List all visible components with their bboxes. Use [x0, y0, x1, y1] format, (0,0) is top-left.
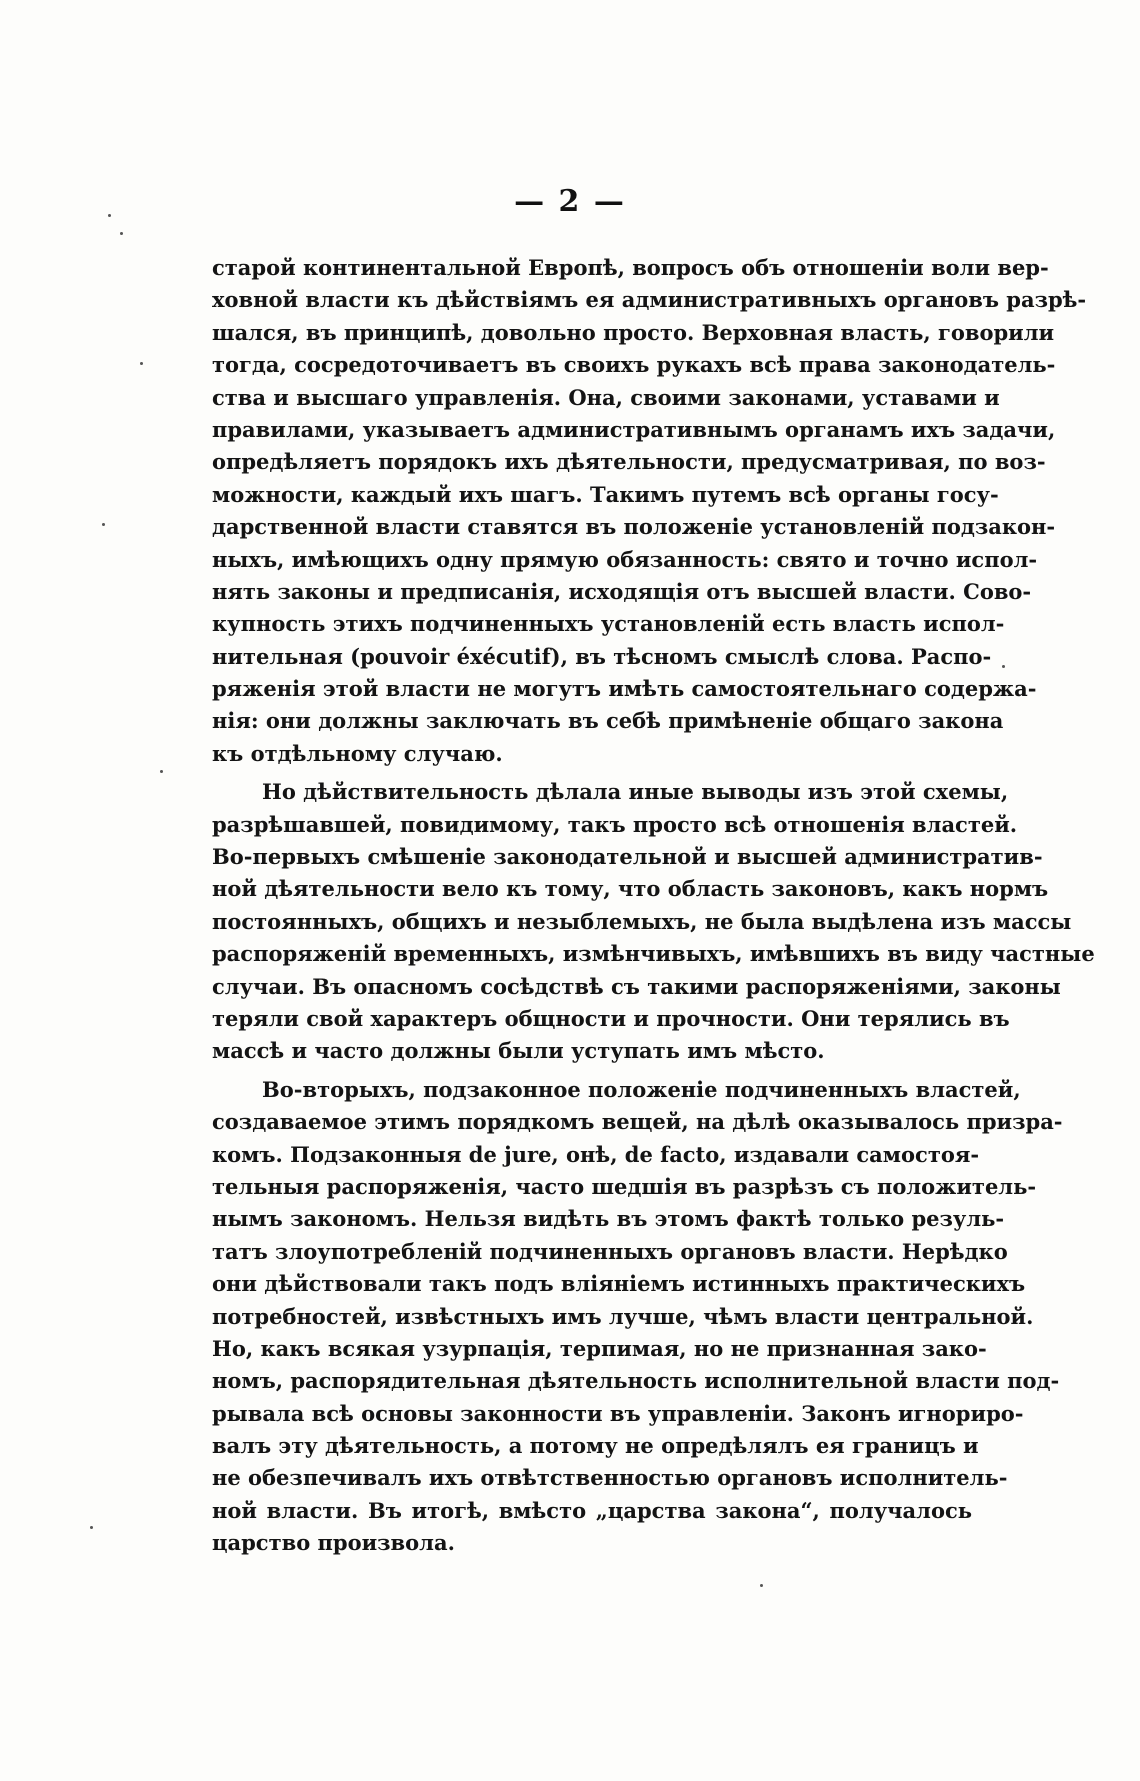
text-line: ныхъ, имѣющихъ одну прямую обязанность: свято и точно испол- [212, 546, 1038, 572]
text-line: ряженія этой власти не могутъ имѣть самостоятельнаго содержа- [212, 676, 1037, 702]
scan-speck [140, 362, 143, 365]
text-line: татъ злоупотребленій подчиненныхъ органовъ власти. Нерѣдко [212, 1238, 1008, 1264]
text-line: Во-вторыхъ, подзаконное положеніе подчиненныхъ властей, [262, 1076, 1021, 1102]
text-line: ховной власти къ дѣйствіямъ ея административныхъ органовъ разрѣ- [212, 287, 1087, 313]
text-line: ной дѣятельности вело къ тому, что область законовъ, какъ нормъ [212, 876, 1049, 902]
text-line: шался, въ принципѣ, довольно просто. Верховная власть, говорили [212, 319, 1055, 345]
scan-speck [1002, 665, 1005, 668]
paragraph-1 [212, 252, 1087, 770]
text-line: Во-первыхъ смѣшеніе законодательной и высшей админиcтратив- [212, 844, 1043, 870]
page-number: — 2 — [514, 184, 626, 219]
text-line: рывала всѣ основы законности въ управленіи. Законъ игнориро- [212, 1400, 1024, 1426]
text-line: тельныя распоряженія, часто шедшія въ разрѣзъ съ положитель- [212, 1173, 1037, 1199]
text-line: къ отдѣльному случаю. [212, 740, 503, 766]
text-line: правилами, указываетъ административнымъ органамъ ихъ задачи, [212, 416, 1056, 442]
scan-speck [120, 232, 123, 235]
text-line: дарственной власти ставятся въ положеніе установленій подзакон- [212, 514, 1056, 540]
text-line: случаи. Въ опасномъ сосѣдствѣ съ такими распоряженіями, законы [212, 973, 1061, 999]
text-line: номъ, распорядительная дѣятельность исполнительной власти под- [212, 1368, 1060, 1394]
text-line: купность этихъ подчиненныхъ установленій есть власть испол- [212, 611, 1005, 637]
text-line: тогда, сосредоточиваетъ въ своихъ рукахъ всѣ права законодатель- [212, 352, 1056, 378]
text-line: распоряженій временныхъ, измѣнчивыхъ, имѣвшихъ въ виду частные [212, 941, 1095, 967]
paragraph-3 [212, 1074, 1063, 1560]
text-line: не обезпечивалъ ихъ отвѣтственностью органовъ исполнитель- [212, 1465, 1008, 1491]
text-line: валъ эту дѣятельность, а потому не опредѣлялъ ея границъ и [212, 1433, 979, 1459]
scan-speck [160, 770, 163, 773]
text-line: нительная (pouvoir éxécutif), въ тѣсномъ смыслѣ слова. Распо- [212, 643, 992, 669]
text-line: потребностей, извѣстныхъ имъ лучше, чѣмъ власти центральной. [212, 1303, 1034, 1329]
scan-speck [90, 1526, 93, 1529]
body-text [212, 252, 1095, 1560]
text-line: массѣ и часто должны были уступать имъ мѣсто. [212, 1038, 825, 1064]
text-line: постоянныхъ, общихъ и незыблемыхъ, не была выдѣлена изъ массы [212, 908, 1072, 934]
text-line: ной власти. Въ итогѣ, вмѣсто „царства закона“, получалось [212, 1497, 972, 1523]
text-line: старой континентальной Европѣ, вопросъ объ отношеніи воли вер- [212, 255, 1049, 280]
text-line: теряли свой характеръ общности и прочности. Они терялись въ [212, 1005, 1010, 1031]
text-line: можности, каждый ихъ шагъ. Такимъ путемъ всѣ органы госу- [212, 481, 999, 507]
scan-speck [108, 214, 111, 217]
paragraph-2 [212, 776, 1095, 1068]
scan-speck [760, 1584, 763, 1587]
text-line: нять законы и предписанія, исходящія отъ высшей власти. Сово- [212, 578, 1032, 604]
text-line: Но, какъ всякая узурпація, терпимая, но не признанная зако- [212, 1335, 987, 1361]
text-line: нымъ закономъ. Нельзя видѣть въ этомъ фактѣ только резуль- [212, 1206, 1005, 1232]
text-line: царство произвола. [212, 1530, 455, 1556]
text-line: нія: они должны заключать въ себѣ примѣненіе общаго закона [212, 708, 1004, 734]
scan-speck [102, 523, 105, 526]
text-line: ства и высшаго управленія. Она, своими законами, уставами и [212, 384, 1000, 410]
text-line: создаваемое этимъ порядкомъ вещей, на дѣлѣ оказывалось призра- [212, 1109, 1063, 1135]
text-line: разрѣшавшей, повидимому, такъ просто всѣ отношенія властей. [212, 811, 1018, 837]
text-line: комъ. Подзаконныя de jure, онѣ, de facto, издавали самостоя- [212, 1141, 980, 1167]
text-line: опредѣляетъ порядокъ ихъ дѣятельности, предусматривая, по воз- [212, 449, 1046, 475]
text-line: они дѣйствовали такъ подъ вліяніемъ истинныхъ практическихъ [212, 1271, 1026, 1297]
text-line: Но дѣйствительность дѣлала иные выводы изъ этой схемы, [262, 779, 1009, 805]
